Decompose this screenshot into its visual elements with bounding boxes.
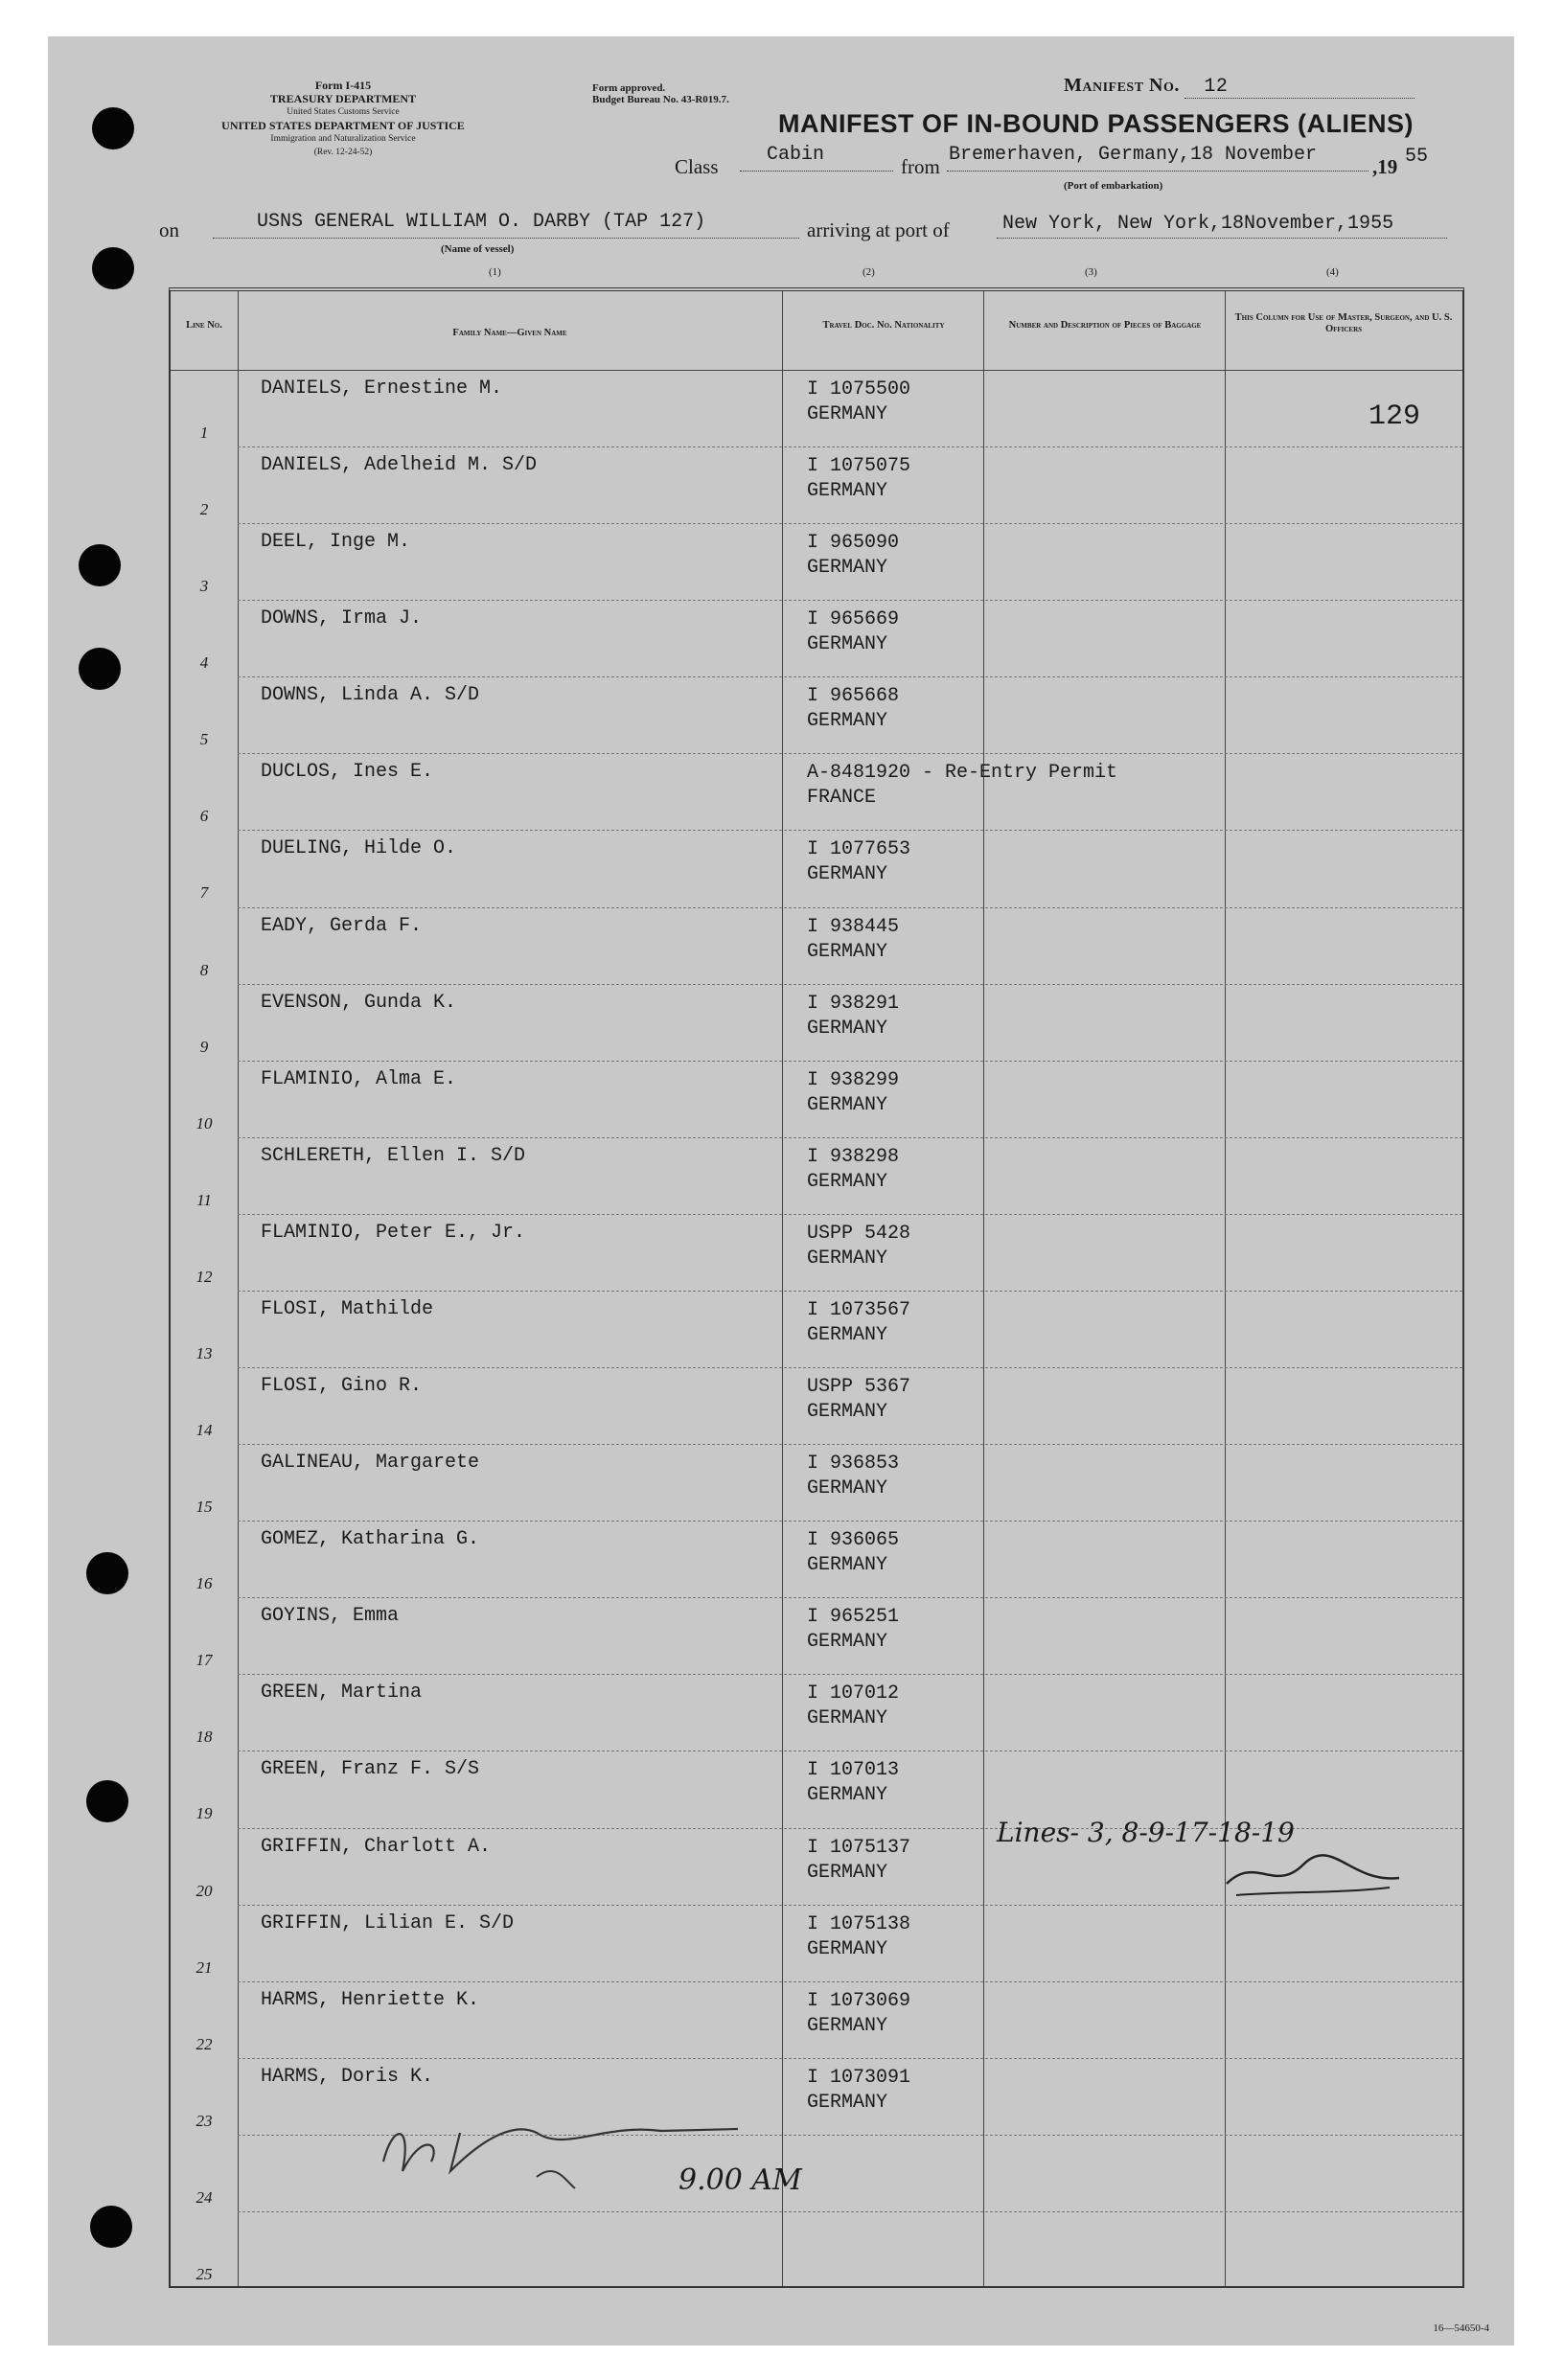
travel-doc-number: I 938445 — [807, 915, 900, 938]
form-code: 16—54650-4 — [1433, 2323, 1489, 2334]
column-number-4: (4) — [1326, 266, 1339, 278]
nationality: GERMANY — [807, 557, 888, 580]
nationality: GERMANY — [807, 1247, 888, 1270]
row-number: 2 — [199, 500, 209, 519]
travel-doc-number: I 1075500 — [807, 378, 911, 400]
passenger-name: DANIELS, Ernestine M. — [261, 378, 503, 400]
inspector-signature — [374, 2104, 757, 2190]
nationality: GERMANY — [807, 1093, 888, 1116]
passenger-name: GRIFFIN, Charlott A. — [261, 1835, 492, 1858]
from-label: from — [901, 155, 940, 178]
form-approval — [592, 82, 729, 105]
passenger-name: HARMS, Doris K. — [261, 2065, 434, 2088]
binder-hole — [86, 1552, 128, 1594]
row-number: 21 — [196, 1957, 213, 1977]
travel-document — [807, 1912, 910, 1962]
row-number: 8 — [199, 960, 209, 979]
passenger-name: GOMEZ, Katharina G. — [261, 1528, 480, 1551]
form-number: Form I-415 — [314, 79, 372, 92]
col-head-name: Family Name—Given Name — [452, 328, 567, 338]
travel-doc-number: I 965669 — [807, 608, 900, 631]
vessel-caption: (Name of vessel) — [441, 243, 515, 255]
nationality: GERMANY — [807, 1861, 888, 1884]
col-divider-3 — [983, 291, 984, 2286]
passenger-name: DOWNS, Linda A. S/D — [261, 684, 480, 707]
passenger-name: SCHLERETH, Ellen I. S/D — [261, 1144, 526, 1167]
travel-document — [807, 378, 910, 427]
row-divider — [238, 446, 1462, 447]
manifest-number-value: 12 — [1184, 76, 1414, 99]
binder-hole — [90, 2206, 132, 2248]
row-divider — [238, 830, 1462, 831]
binder-hole — [86, 1780, 128, 1822]
travel-document — [807, 2066, 910, 2116]
column-number-1: (1) — [489, 266, 501, 278]
passenger-name: DOWNS, Irma J. — [261, 607, 423, 630]
row-divider — [238, 1597, 1462, 1598]
travel-document — [807, 761, 1117, 811]
travel-doc-number: I 1077653 — [807, 838, 911, 861]
row-number: 16 — [196, 1574, 213, 1593]
travel-document — [807, 1682, 899, 1731]
passenger-name: GOYINS, Emma — [261, 1605, 400, 1628]
row-divider — [238, 1367, 1462, 1368]
vessel-name: USNS GENERAL WILLIAM O. DARBY (TAP 127) — [257, 211, 706, 233]
col-head-baggage: Number and Description of Pieces of Baggage — [1008, 320, 1202, 331]
row-divider — [238, 600, 1462, 601]
nationality: GERMANY — [807, 1017, 888, 1040]
on-label: on — [159, 218, 179, 241]
passenger-name: HARMS, Henriette K. — [261, 1988, 480, 2011]
nationality: GERMANY — [807, 1554, 888, 1577]
passenger-name: EVENSON, Gunda K. — [261, 991, 457, 1014]
travel-doc-number: A-8481920 - Re-Entry Permit — [807, 762, 1118, 785]
arriving-label: arriving at port of — [807, 218, 950, 241]
row-number: 6 — [199, 807, 209, 826]
passenger-name: DEEL, Inge M. — [261, 531, 411, 554]
passenger-name: DUCLOS, Ines E. — [261, 761, 434, 784]
class-value: Cabin — [767, 144, 825, 166]
row-divider — [238, 1444, 1462, 1445]
row-number: 3 — [199, 577, 209, 596]
vessel-dotline — [213, 238, 799, 239]
row-number: 12 — [196, 1267, 213, 1286]
nationality: GERMANY — [807, 1477, 888, 1500]
row-divider — [238, 1674, 1462, 1675]
arrival-port: New York, New York,18November,1955 — [1002, 213, 1394, 235]
row-number: 10 — [196, 1113, 213, 1133]
passenger-name: FLAMINIO, Alma E. — [261, 1067, 457, 1090]
row-divider — [238, 1137, 1462, 1138]
class-label: Class — [675, 155, 719, 178]
document-title: MANIFEST OF IN-BOUND PASSENGERS (ALIENS) — [778, 109, 1414, 138]
binder-hole — [92, 107, 134, 149]
nationality: GERMANY — [807, 403, 888, 425]
travel-doc-number: I 1073091 — [807, 2066, 911, 2089]
travel-document — [807, 1222, 910, 1271]
row-divider — [238, 984, 1462, 985]
passenger-name: FLOSI, Gino R. — [261, 1375, 423, 1398]
row-divider — [238, 1981, 1462, 1982]
travel-document — [807, 1836, 910, 1886]
passenger-name: DANIELS, Adelheid M. S/D — [261, 454, 538, 477]
nationality: GERMANY — [807, 1401, 888, 1424]
nationality: GERMANY — [807, 940, 888, 963]
header-rule — [171, 370, 1462, 371]
justice-dept: UNITED STATES DEPARTMENT OF JUSTICE — [221, 119, 465, 132]
year-suffix: 55 — [1405, 146, 1429, 168]
treasury-dept: TREASURY DEPARTMENT — [269, 92, 417, 105]
row-number: 22 — [196, 2034, 213, 2053]
row-divider — [238, 1521, 1462, 1522]
row-number: 5 — [199, 730, 209, 749]
row-number: 24 — [196, 2187, 213, 2207]
row-number: 15 — [196, 1498, 213, 1517]
passenger-name: EADY, Gerda F. — [261, 914, 423, 937]
nationality: GERMANY — [807, 1784, 888, 1807]
nationality: GERMANY — [807, 480, 888, 503]
travel-doc-number: I 1075138 — [807, 1912, 911, 1935]
budget-bureau-text: Budget Bureau No. 43-R019.7. — [592, 94, 729, 105]
row-number: 20 — [196, 1881, 213, 1900]
col-head-line: Line No. — [186, 320, 222, 331]
travel-document — [807, 1145, 899, 1195]
nationality: FRANCE — [807, 787, 877, 810]
row-divider — [238, 907, 1462, 908]
travel-doc-number: I 1073567 — [807, 1298, 911, 1321]
column-number-3: (3) — [1085, 266, 1097, 278]
travel-document — [807, 531, 899, 581]
passenger-name: GALINEAU, Margarete — [261, 1452, 480, 1475]
row-number: 25 — [196, 2264, 213, 2283]
row-divider — [238, 1214, 1462, 1215]
travel-document — [807, 915, 899, 965]
row-number: 7 — [199, 883, 209, 903]
lines-note: Lines- 3, 8-9-17-18-19 — [997, 1817, 1295, 1848]
col-head-officers: This Column for Use of Master, Surgeon, and U. S. Officers — [1234, 312, 1453, 334]
travel-doc-number: I 1075137 — [807, 1836, 911, 1859]
col-divider-4 — [1225, 291, 1226, 2286]
nationality: GERMANY — [807, 1323, 888, 1346]
travel-document — [807, 837, 910, 887]
row-number: 4 — [199, 653, 209, 673]
travel-document — [807, 992, 899, 1041]
nationality: GERMANY — [807, 863, 888, 886]
column-number-2: (2) — [862, 266, 875, 278]
passenger-name: GREEN, Franz F. S/S — [261, 1758, 480, 1781]
row-number: 18 — [196, 1728, 213, 1747]
col-divider-1 — [238, 291, 239, 2286]
nationality: GERMANY — [807, 633, 888, 656]
passenger-name: DUELING, Hilde O. — [261, 837, 457, 860]
travel-document — [807, 684, 899, 734]
passenger-table — [169, 287, 1464, 2288]
row-divider — [238, 2211, 1462, 2212]
travel-doc-number: I 938298 — [807, 1145, 900, 1168]
travel-doc-number: I 938299 — [807, 1068, 900, 1091]
year-prefix: ,19 — [1372, 155, 1398, 178]
binder-hole — [79, 544, 121, 586]
travel-doc-number: I 107012 — [807, 1682, 900, 1705]
row-number: 11 — [196, 1190, 212, 1209]
nationality: GERMANY — [807, 2014, 888, 2037]
row-divider — [238, 523, 1462, 524]
col-head-doc: Travel Doc. No. Nationality — [822, 320, 945, 331]
travel-doc-number: I 965668 — [807, 685, 900, 708]
row-divider — [238, 1061, 1462, 1062]
travel-doc-number: I 965090 — [807, 532, 900, 555]
row-divider — [238, 2058, 1462, 2059]
travel-document — [807, 1298, 910, 1348]
port-embarkation-caption: (Port of embarkation) — [1064, 180, 1163, 192]
passenger-name: FLAMINIO, Peter E., Jr. — [261, 1221, 526, 1244]
row-divider — [238, 676, 1462, 677]
travel-document — [807, 607, 899, 657]
revision: (Rev. 12-24-52) — [313, 148, 373, 157]
col-divider-2 — [782, 291, 783, 2286]
passenger-name: FLOSI, Mathilde — [261, 1297, 434, 1320]
travel-doc-number: I 936853 — [807, 1453, 900, 1476]
travel-doc-number: USPP 5428 — [807, 1222, 911, 1245]
travel-doc-number: I 1073069 — [807, 1989, 911, 2012]
travel-document — [807, 1528, 899, 1578]
row-number: 13 — [196, 1343, 213, 1362]
row-divider — [238, 753, 1462, 754]
manifest-number — [1064, 75, 1414, 99]
row-divider — [238, 1905, 1462, 1906]
nationality: GERMANY — [807, 1707, 888, 1730]
travel-doc-number: USPP 5367 — [807, 1376, 911, 1399]
travel-doc-number: I 936065 — [807, 1529, 900, 1552]
travel-document — [807, 1068, 899, 1118]
travel-document — [807, 454, 910, 504]
row-number: 17 — [196, 1651, 213, 1670]
nationality: GERMANY — [807, 1937, 888, 1960]
officer-signature — [1217, 1845, 1409, 1903]
row-divider — [238, 1291, 1462, 1292]
ins-service: Immigration and Naturalization Service — [270, 134, 416, 144]
binder-hole — [79, 648, 121, 690]
row-number: 9 — [199, 1037, 209, 1056]
travel-document — [807, 1375, 910, 1425]
row-number: 19 — [196, 1804, 213, 1823]
passenger-count: 129 — [1368, 400, 1421, 433]
agency-block — [161, 79, 525, 159]
passenger-name: GRIFFIN, Lilian E. S/D — [261, 1911, 515, 1934]
form-approved-text: Form approved. — [592, 82, 666, 94]
customs-service: United States Customs Service — [287, 107, 400, 117]
nationality: GERMANY — [807, 2091, 888, 2114]
nationality: GERMANY — [807, 710, 888, 733]
nationality: GERMANY — [807, 1631, 888, 1654]
travel-doc-number: I 938291 — [807, 992, 900, 1015]
travel-doc-number: I 107013 — [807, 1759, 900, 1782]
row-number: 14 — [196, 1421, 213, 1440]
travel-doc-number: I 1075075 — [807, 455, 911, 478]
class-dotline — [740, 171, 893, 172]
travel-document — [807, 1452, 899, 1501]
row-number: 1 — [199, 423, 209, 442]
binder-hole — [92, 247, 134, 289]
nationality: GERMANY — [807, 1170, 888, 1193]
manifest-number-label: Manifest No. — [1064, 75, 1180, 96]
row-number: 23 — [196, 2111, 213, 2130]
passenger-name: GREEN, Martina — [261, 1682, 423, 1705]
travel-document — [807, 1605, 899, 1655]
embarkation-value: Bremerhaven, Germany,18 November — [949, 144, 1318, 166]
travel-doc-number: I 965251 — [807, 1606, 900, 1629]
travel-document — [807, 1989, 910, 2039]
embarkation-dotline — [947, 171, 1368, 172]
travel-document — [807, 1758, 899, 1808]
arrival-dotline — [997, 238, 1447, 239]
time-note: 9.00 AM — [678, 2163, 802, 2197]
